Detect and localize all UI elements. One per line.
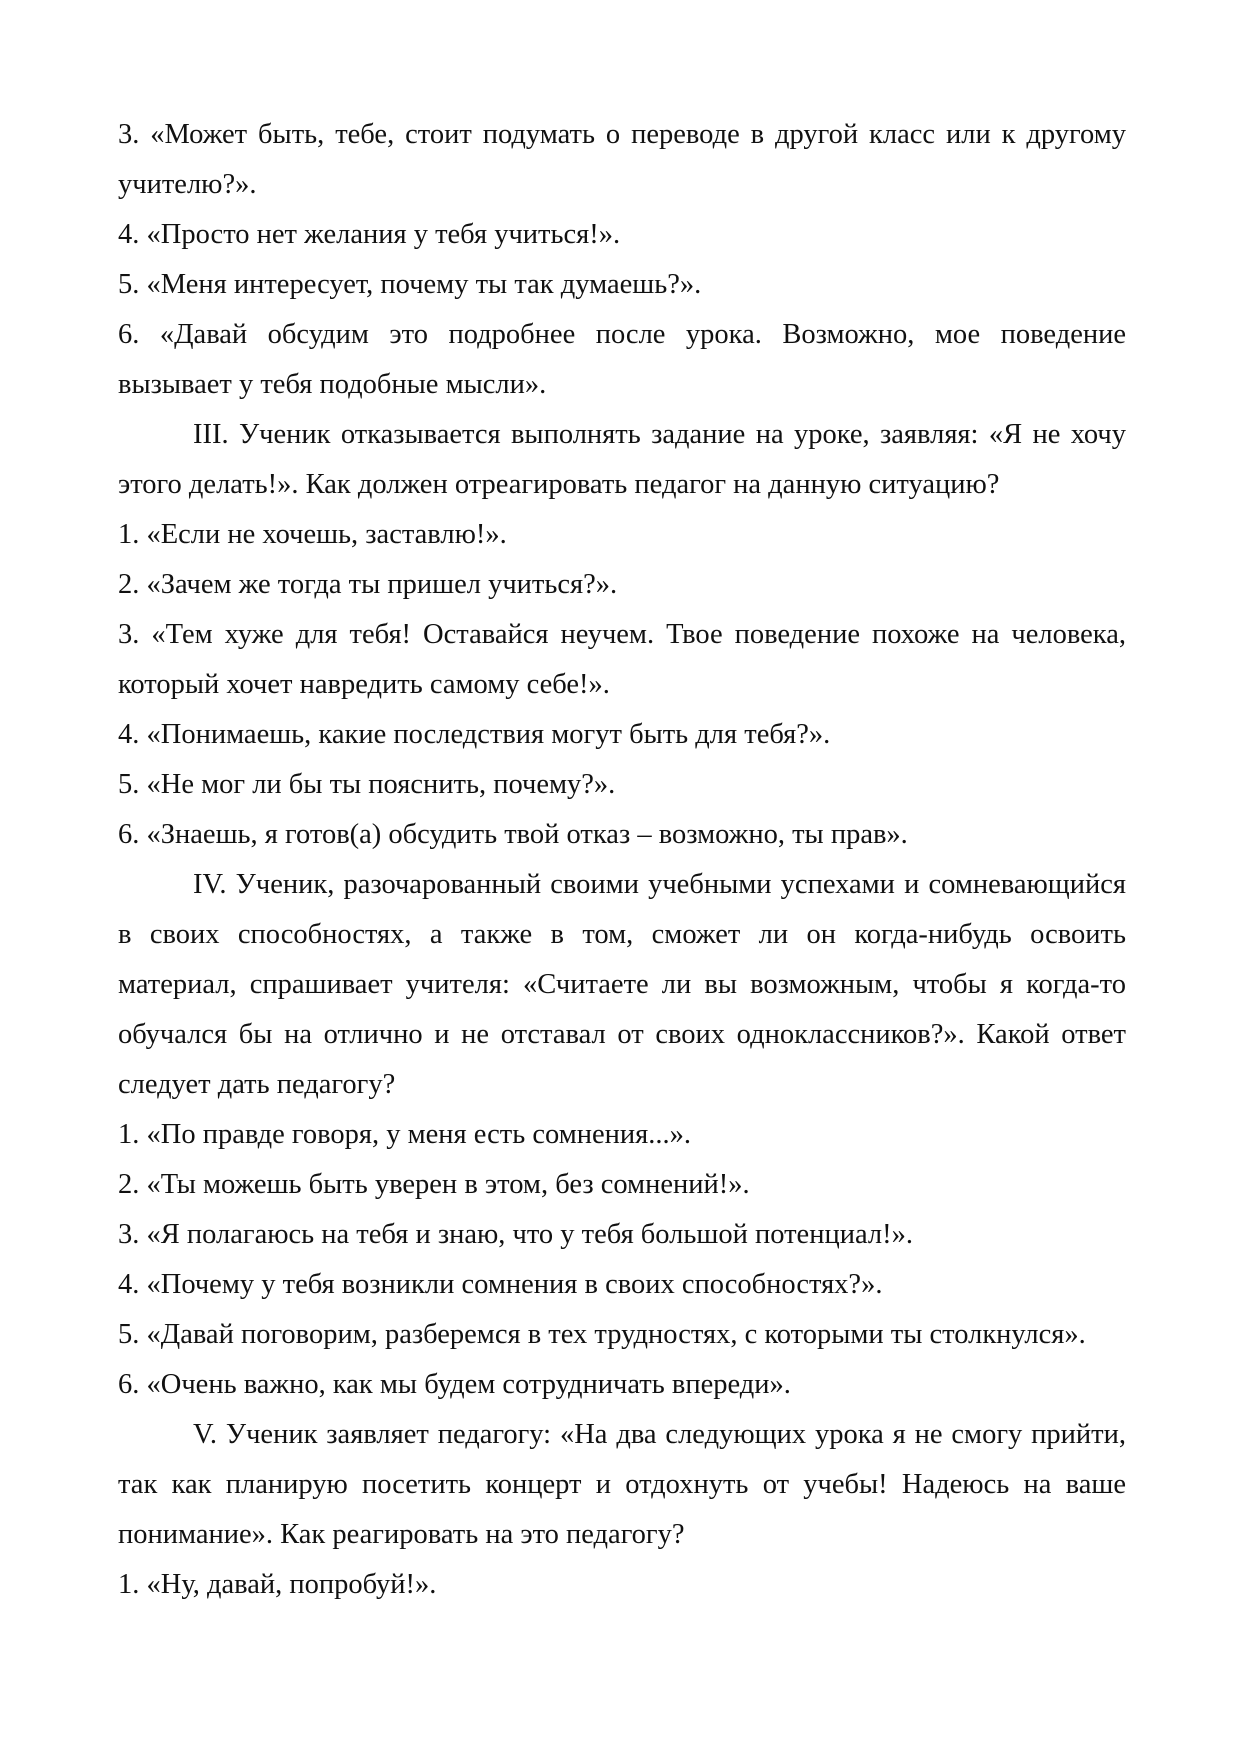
- answer-option: 5. «Не мог ли бы ты пояснить, почему?».: [118, 769, 616, 800]
- answer-option: 1. «По правде говоря, у меня есть сомнения...».: [118, 1119, 692, 1150]
- answer-option: 6. «Очень важно, как мы будем сотрудничать впереди».: [118, 1369, 791, 1400]
- answer-option: 3. «Тем хуже для тебя! Оставайся неучем. Твое поведение похоже на человека, который хочет навредить самому себе!».: [118, 619, 1126, 700]
- answer-option: 4. «Понимаешь, какие последствия могут быть для тебя?».: [118, 719, 831, 750]
- document-page: [118, 110, 1126, 1610]
- answer-option: 6. «Знаешь, я готов(а) обсудить твой отказ – возможно, ты прав».: [118, 819, 908, 850]
- question-paragraph: V. Ученик заявляет педагогу: «На два следующих урока я не смогу прийти, так как планирую посетить концерт и отдохнуть от учебы! Надеюсь на ваше понимание». Как реагировать на это педагогу?: [118, 1419, 1126, 1550]
- answer-option: 1. «Ну, давай, попробуй!».: [118, 1569, 437, 1600]
- answer-option: 6. «Давай обсудим это подробнее после урока. Возможно, мое поведение вызывает у тебя подобные мысли».: [118, 319, 1126, 400]
- question-paragraph: IV. Ученик, разочарованный своими учебными успехами и сомневающийся в своих способностях, а также в том, сможет ли он когда-нибудь освоить материал, спрашивает учителя: «Считаете ли вы возможным, чтобы я когда-то обучался бы на отлично и не отставал от своих одноклассников?». Какой ответ следует дать педагогу?: [118, 869, 1126, 1100]
- answer-option: 5. «Меня интересует, почему ты так думаешь?».: [118, 269, 702, 300]
- answer-option: 4. «Почему у тебя возникли сомнения в своих способностях?».: [118, 1269, 883, 1300]
- answer-option: 2. «Зачем же тогда ты пришел учиться?».: [118, 569, 618, 600]
- answer-option: 4. «Просто нет желания у тебя учиться!».: [118, 219, 621, 250]
- answer-option: 5. «Давай поговорим, разберемся в тех трудностях, с которыми ты столкнулся».: [118, 1319, 1086, 1350]
- answer-option: 1. «Если не хочешь, заставлю!».: [118, 519, 507, 550]
- answer-option: 3. «Может быть, тебе, стоит подумать о переводе в другой класс или к другому учителю?».: [118, 119, 1126, 200]
- answer-option: 3. «Я полагаюсь на тебя и знаю, что у тебя большой потенциал!».: [118, 1219, 913, 1250]
- question-paragraph: III. Ученик отказывается выполнять задание на уроке, заявляя: «Я не хочу этого делать!». Как должен отреагировать педагог на данную ситуацию?: [118, 419, 1126, 500]
- answer-option: 2. «Ты можешь быть уверен в этом, без сомнений!».: [118, 1169, 750, 1200]
